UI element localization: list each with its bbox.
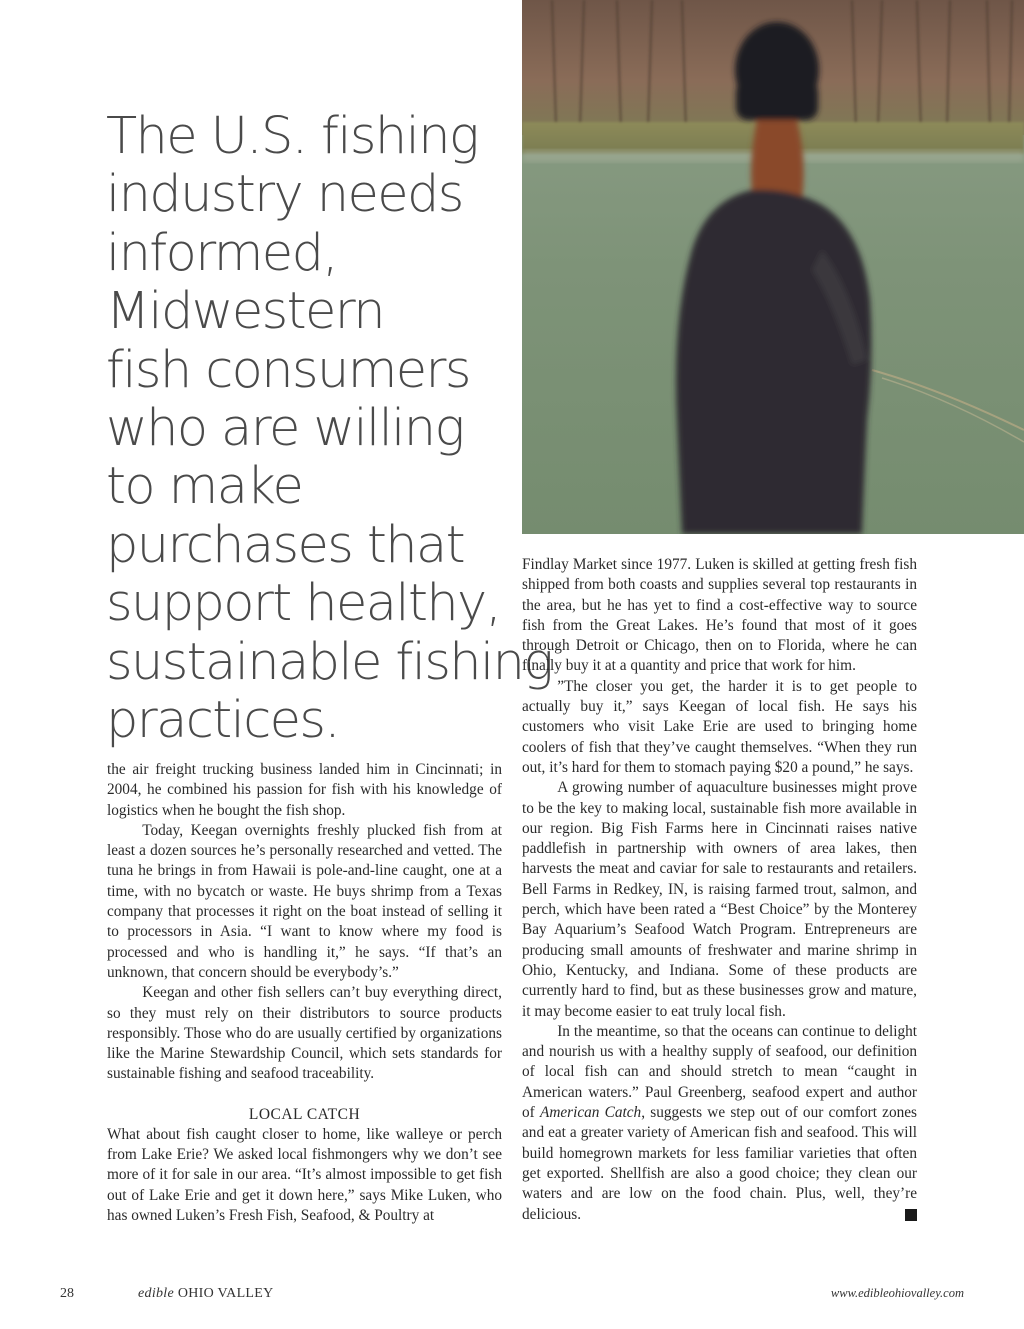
body-paragraph: Keegan and other fish sellers can’t buy everything direct, so they must rely on their distributors to source products responsibly. Those who do are usually certified by organizations like the Marine Stewardship Council, which sets standards for sustainable fishing and seafood traceability. <box>107 984 502 1083</box>
body-paragraph: What about fish caught closer to home, like walleye or perch from Lake Erie? We asked local fishmongers why we don’t see more of it for sale in our area. “It’s almost impossible to get fish out of Lake Erie and get it down here,” says Mike Luken, who has owned Luken’s Fresh Fish, Seafood, & Poultry at <box>107 1125 502 1224</box>
pull-quote-line: informed, <box>106 223 337 283</box>
publication-name <box>138 1286 274 1302</box>
body-paragraph: A growing number of aquaculture businesses might prove to be the key to making local, sustainable fish more available in our region. Big Fish Farms here in Cincinnati raises native paddlefish in partnership with owners of area lakes, then harvests the meat and caviar for sale to restaurants and retailers. Bell Farms in Redkey, IN, is raising farmed trout, salmon, and perch, which have been rated a “Best Choice” by the Monterey Bay Aquarium’s Seafood Watch Program. Entrepreneurs are producing small amounts of freshwater and marine shrimp in Ohio, Kentucky, and Indiana. Some of these products are currently hard to find, but as these businesses grow and mature, it may become easier to eat truly local fish. <box>522 779 917 1020</box>
pull-quote-line: to make <box>106 457 303 517</box>
section-subhead: LOCAL CATCH <box>248 1105 361 1123</box>
pull-quote-line: fish consumers <box>106 340 470 400</box>
page-number: 28 <box>60 1286 74 1301</box>
final-text-end: , suggests we step out of our comfort zones and eat a greater variety of American fish and seafood. This will build homegrown markets for less familiar varieties that often get exported. Shellfish are also a good choice; they clean our waters and are low on the food chain. Plus, well, they’re delicious. <box>522 1104 917 1223</box>
end-of-article-square-icon <box>905 1209 917 1221</box>
pull-quote-line: Midwestern <box>106 282 384 342</box>
publication-url: www.edibleohiovalley.com <box>830 1286 964 1300</box>
body-paragraph: Today, Keegan overnights freshly plucked fish from at least a dozen sources he’s personally researched and vetted. The tuna he brings in from Hawaii is pole-and-line caught, one at a time, with no bycatch or waste. He buys shrimp from a Texas company that processes it right on the boat instead of selling it to processors in Asia. “I want to know where my food is processed and who is handling it,” he says. “If that’s an unknown, that concern should be everybody’s.” <box>107 821 502 981</box>
body-paragraph: Findlay Market since 1977. Luken is skilled at getting fresh fish shipped from both coasts and supplies several top restaurants in the area, but he has yet to find a cost-effective way to source fish from the Great Lakes. He’s found that most of it goes through Detroit or Chicago, then on to Florida, where he can finally buy it at a quantity and price that work for him. <box>522 556 917 675</box>
right-text-column <box>522 555 917 1225</box>
pull-quote-line: sustainable fishing <box>106 632 553 692</box>
pull-quote-line: purchases that <box>106 515 465 575</box>
book-title: American Catch <box>539 1104 642 1122</box>
body-paragraph-final <box>522 1022 917 1225</box>
pull-quote-line: industry needs <box>106 165 463 225</box>
final-text-start: In the meantime, so that the oceans can continue to delight and nourish us with a healthy supply of seafood, our definition of local fish can and should stretch to mean “caught in American waters.” Paul Greenberg, seafood expert and author of <box>522 1022 917 1122</box>
publication-name-rest: OHIO VALLEY <box>174 1286 274 1301</box>
left-text-column <box>107 760 502 1226</box>
publication-name-italic: edible <box>138 1286 175 1301</box>
pull-quote-line: The U.S. fishing <box>106 107 478 166</box>
pull-quote-line: support healthy, <box>106 574 501 634</box>
pull-quote <box>106 107 553 751</box>
pull-quote-line: who are willing <box>106 399 464 459</box>
body-paragraph: ”The closer you get, the harder it is to get people to actually buy it,” says Keegan of local fish. He says his customers who visit Lake Erie are used to bringing home coolers of fish that they’ve caught themselves. “When they run out, it’s hard for them to stomach paying $20 a pound,” he says. <box>522 677 917 776</box>
pull-quote-line: practices. <box>106 691 339 751</box>
person-fishing-at-pond-photo <box>522 0 1024 534</box>
body-paragraph: the air freight trucking business landed him in Cincinnati; in 2004, he combined his passion for fish with his knowledge of logistics when he bought the fish shop. <box>107 761 502 819</box>
